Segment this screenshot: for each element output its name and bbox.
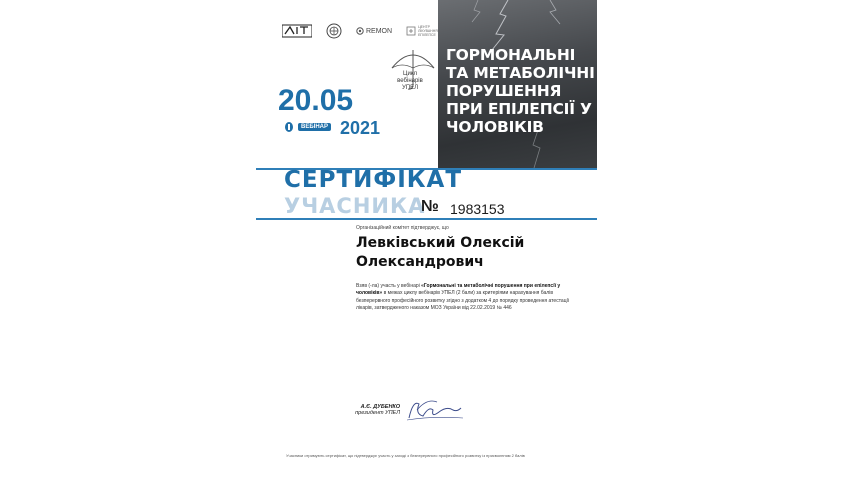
signer-name: А.Є. ДУБЕНКО <box>360 404 400 410</box>
logo-remon: REMON <box>356 27 392 35</box>
signer-title: президент УПЕЛ <box>355 410 400 416</box>
certificate-number: 1983153 <box>450 201 505 217</box>
divider-bottom <box>256 218 597 220</box>
signer-block <box>354 404 400 416</box>
signature <box>403 396 465 424</box>
webinar-icon <box>284 121 294 133</box>
certificate-subtitle: УЧАСНИКА <box>284 194 426 218</box>
cycle-label: Цикл вебінарів УПЕЛ <box>397 71 423 91</box>
participant-patronymic: Олександрович <box>356 254 484 270</box>
webinar-title: ГОРМОНАЛЬНІ ТА МЕТАБОЛІЧНІ ПОРУШЕННЯ ПРИ ЕПІЛЕПСІЇ У ЧОЛОВІКІВ <box>446 46 595 136</box>
logo-epilepsy-center: ЦЕНТР ЛІКУВАННЯ ЕПІЛЕПСІЇ <box>406 25 440 37</box>
webinar-badge <box>284 121 331 133</box>
number-sign: № <box>421 198 439 215</box>
body-rest: в межах циклу вебінарів УПЕЛ (2 бали) за критеріями нарахування балів безперервного професійного розвитку згідно з додатком 4 до порядку проведення атестації лікарів, затвердженого наказом МОЗ України від 22.02.2019 № 446 <box>356 290 570 312</box>
logo-emblem <box>326 23 342 39</box>
event-date: 20.05 <box>278 84 354 117</box>
certificate-title: СЕРТИФІКАТ <box>284 167 463 193</box>
certificate-body <box>356 283 571 313</box>
event-year: 2021 <box>340 118 381 138</box>
participant-name <box>356 234 524 272</box>
hero-banner <box>438 0 597 168</box>
body-intro: Взяв (-ла) участь у вебінарі <box>356 283 420 289</box>
webinar-label: ВЕБІНАР <box>298 123 331 131</box>
footer-note: Учасники отримують сертифікат, що підтверджує участь у заході з безперервного професійного розвитку із присвоєнням 2 балів <box>286 453 525 458</box>
certificate-sheet <box>256 0 597 480</box>
logo-quality <box>282 23 312 39</box>
body-topic: «Гормональні та метаболічні порушення при епілепсії у чоловіків» <box>356 283 561 297</box>
partner-logos <box>282 20 440 42</box>
participant-surname: Левківський Олексій <box>356 235 525 251</box>
committee-text: Організаційний комітет підтверджує, що <box>356 225 449 231</box>
